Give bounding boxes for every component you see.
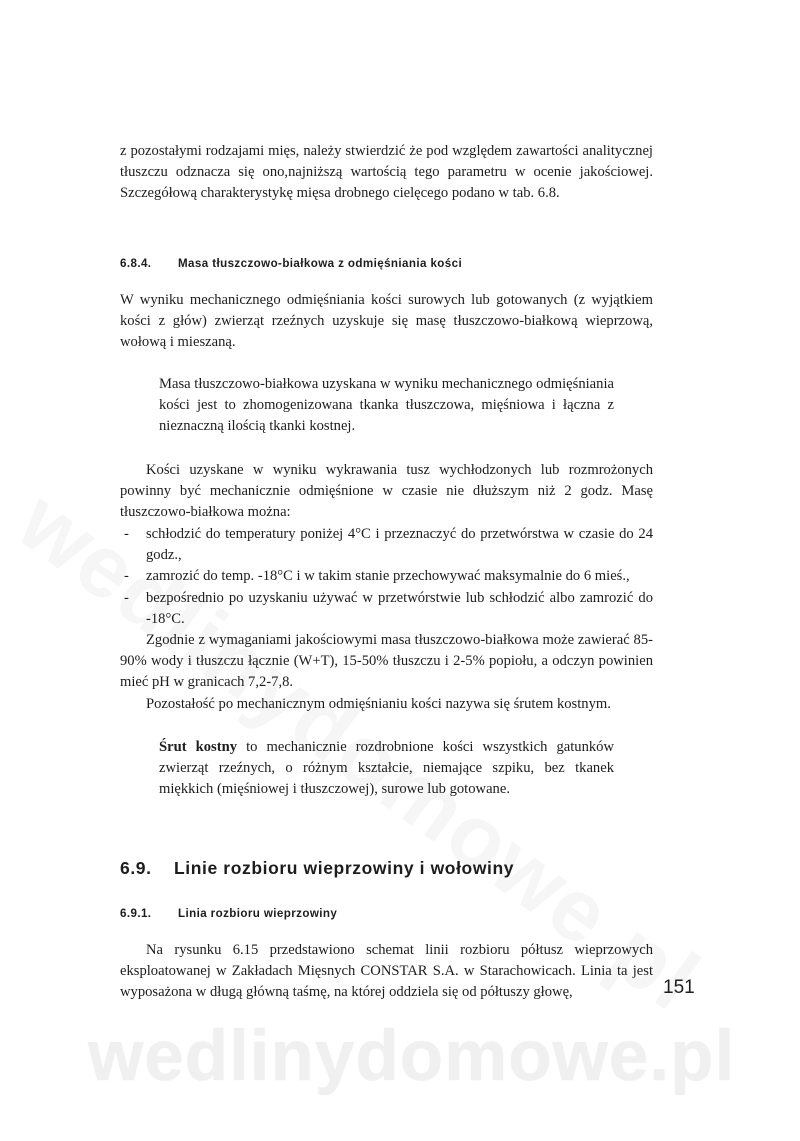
definition-block-mass: Masa tłuszczowo-białkowa uzyskana w wyniku mechanicznego odmięśniania kości jest to zhomogenizowana tkanka tłuszczowa, mięśniowa i łączna z nieznaczną ilością tkanki kostnej. <box>159 376 614 435</box>
section-heading-6-9-1 <box>120 907 337 920</box>
list-dash: - <box>124 589 129 606</box>
section-number: 6.8.4. <box>120 257 152 270</box>
list-dash: - <box>124 568 129 585</box>
section-number: 6.9. <box>120 858 152 878</box>
section-title: Masa tłuszczowo-białkowa z odmięśniania kości <box>178 257 463 270</box>
paragraph-bone-residue: Pozostałość po mechanicznym odmięśnianiu kości nazywa się śrutem kostnym. <box>146 696 611 712</box>
paragraph-bones-processing: Kości uzyskane w wyniku wykrawania tusz wychłodzonych lub rozmrożonych powinny być mechanicznie odmięśnione w czasie nie dłuższym niż 2 godz. Masę tłuszczowo-białkowa można: <box>120 462 653 521</box>
paragraph-mechanical-deboning: W wyniku mechanicznego odmięśniania kości surowych lub gotowanych (z wyjątkiem kości z głów) zwierząt rzeźnych uzyskuje się masę tłuszczowo-białkową wieprzową, wołową i mieszaną. <box>120 292 653 351</box>
section-title: Linie rozbioru wieprzowiny i wołowiny <box>174 858 515 878</box>
defined-term: Śrut kostny <box>159 739 238 755</box>
section-number: 6.9.1. <box>120 907 152 920</box>
paragraph-cutting-line: Na rysunku 6.15 przedstawiono schemat linii rozbioru półtusz wieprzowych eksploatowanej w Zakładach Mięsnych CONSTAR S.A. w Starachowicach. Linia ta jest wyposażona w długą główną taśmę, na której oddziela się od półtuszy głowę, <box>120 942 653 1001</box>
section-title: Linia rozbioru wieprzowiny <box>178 907 338 920</box>
paragraph-quality-requirements: Zgodnie z wymaganiami jakościowymi masa tłuszczowo-białkowa może zawierać 85-90% wody i tłuszczu łącznie (W+T), 15-50% tłuszczu i 2-5% popiołu, a odczyn powinien mieć pH w granicach 7,2-7,8. <box>120 632 653 691</box>
storage-options-list <box>120 524 653 630</box>
definition-block-bone-meal: Śrut kostny to mechanicznie rozdrobnione kości wszystkich gatunków zwierząt rzeźnych, o różnym kształcie, niemające szpiku, bez tkanek miękkich (mięśniowej i tłuszczowej), surowe lub gotowane. <box>159 739 614 798</box>
section-heading-6-9 <box>120 858 514 879</box>
bottom-watermark: wedlinydomowe.pl <box>88 1017 736 1096</box>
list-dash: - <box>124 526 129 542</box>
list-item: - schłodzić do temperatury poniżej 4°C i przeznaczyć do przetwórstwa w czasie do 24 godz., <box>124 526 653 564</box>
paragraph-intro: z pozostałymi rodzajami mięs, należy stwierdzić że pod względem zawartości analitycznej tłuszczu odznacza się ono,najniższą wartością tego parametru w ocenie jakościowej. Szczegółową charakterystykę mięsa drobnego cielęcego podano w tab. 6.8. <box>120 143 653 202</box>
page-number: 151 <box>663 977 695 998</box>
section-heading-6-8-4 <box>120 257 462 270</box>
list-item: - bezpośrednio po uzyskaniu używać w przetwórstwie lub schłodzić albo zamrozić do -18°C. <box>124 589 653 627</box>
list-item: - zamrozić do temp. -18°C i w takim stanie przechowywać maksymalnie do 6 mieś., <box>120 566 653 587</box>
